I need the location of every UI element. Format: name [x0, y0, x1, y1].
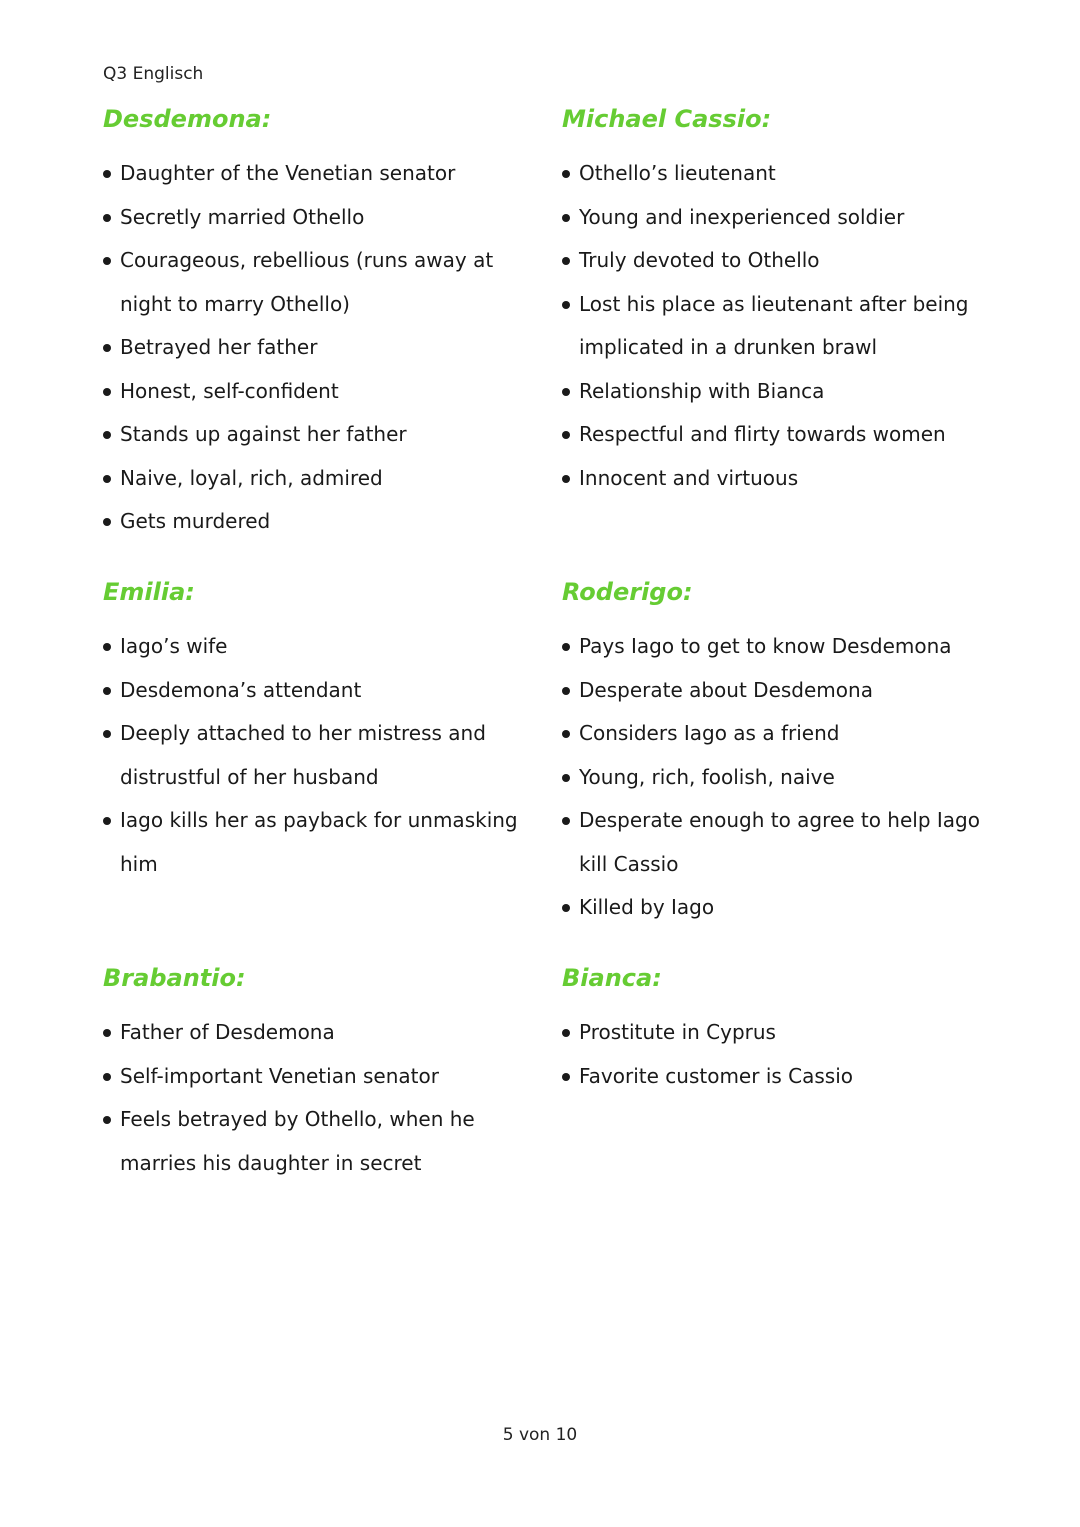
bullet-icon — [103, 1073, 111, 1081]
bullet-icon — [562, 904, 570, 912]
trait-text: Othello’s lieutenant — [579, 161, 776, 185]
trait-text: Desperate enough to agree to help Iago kill Cassio — [579, 808, 980, 876]
trait-item — [562, 152, 982, 196]
bullet-icon — [562, 431, 570, 439]
bullet-icon — [562, 774, 570, 782]
trait-text: Betrayed her father — [120, 335, 318, 359]
bullet-icon — [562, 301, 570, 309]
trait-item — [562, 239, 982, 283]
character-section-desdemona — [103, 104, 543, 544]
trait-item — [103, 1055, 523, 1099]
page-header-subject: Q3 Englisch — [103, 64, 204, 84]
trait-text: Stands up against her father — [120, 422, 407, 446]
traits-list — [103, 625, 523, 886]
bullet-icon — [562, 730, 570, 738]
trait-text: Killed by Iago — [579, 895, 715, 919]
trait-text: Truly devoted to Othello — [579, 248, 820, 272]
bullet-icon — [103, 475, 111, 483]
bullet-icon — [562, 388, 570, 396]
bullet-icon — [103, 257, 111, 265]
trait-item — [562, 756, 982, 800]
bullet-icon — [103, 817, 111, 825]
trait-text: Respectful and flirty towards women — [579, 422, 946, 446]
trait-item — [562, 886, 982, 930]
bullet-icon — [562, 643, 570, 651]
page-number: 5 von 10 — [502, 1425, 578, 1445]
traits-list — [562, 152, 982, 500]
trait-item — [103, 457, 523, 501]
trait-item — [103, 326, 523, 370]
trait-item — [103, 625, 523, 669]
traits-list — [562, 625, 982, 930]
trait-item — [103, 669, 523, 713]
trait-item — [562, 457, 982, 501]
character-section-emilia — [103, 577, 543, 886]
character-section-brabantio — [103, 963, 543, 1185]
trait-text: Gets murdered — [120, 509, 271, 533]
trait-text: Pays Iago to get to know Desdemona — [579, 634, 952, 658]
trait-item — [562, 413, 982, 457]
trait-text: Desperate about Desdemona — [579, 677, 873, 702]
trait-item — [562, 712, 982, 756]
trait-text: Secretly married Othello — [120, 204, 365, 229]
bullet-icon — [103, 643, 111, 651]
trait-item — [103, 152, 523, 196]
trait-item — [103, 196, 523, 240]
trait-text: Honest, self-confident — [120, 378, 339, 403]
bullet-icon — [562, 257, 570, 265]
trait-item — [562, 669, 982, 713]
bullet-icon — [103, 687, 111, 695]
trait-text: Daughter of the Venetian senator — [120, 161, 456, 185]
character-name-heading: Bianca: — [562, 964, 662, 992]
bullet-icon — [562, 170, 570, 178]
trait-item — [562, 370, 982, 414]
trait-text: Innocent and virtuous — [579, 465, 799, 490]
character-name-heading: Desdemona: — [103, 105, 272, 133]
trait-item — [562, 1011, 982, 1055]
trait-item — [562, 799, 982, 886]
trait-text: Desdemona’s attendant — [120, 677, 362, 702]
trait-item — [562, 196, 982, 240]
trait-text: Prostitute in Cyprus — [579, 1020, 776, 1044]
trait-text: Iago’s wife — [120, 634, 228, 658]
character-section-roderigo — [562, 577, 1002, 930]
trait-text: Father of Desdemona — [120, 1020, 335, 1044]
bullet-icon — [103, 730, 111, 738]
character-name-heading: Brabantio: — [103, 964, 246, 992]
character-name-heading: Emilia: — [103, 578, 195, 606]
trait-text: Considers Iago as a friend — [579, 721, 840, 745]
trait-text: Naive, loyal, rich, admired — [120, 465, 383, 490]
bullet-icon — [103, 1029, 111, 1037]
trait-item — [562, 625, 982, 669]
trait-item — [103, 1011, 523, 1055]
trait-text: Feels betrayed by Othello, when he marries his daughter in secret — [120, 1107, 475, 1175]
bullet-icon — [562, 817, 570, 825]
trait-text: Deeply attached to her mistress and distrustful of her husband — [120, 721, 486, 789]
bullet-icon — [103, 214, 111, 222]
character-section-bianca — [562, 963, 1002, 1098]
trait-text: Young and inexperienced soldier — [579, 204, 905, 229]
bullet-icon — [562, 1073, 570, 1081]
character-name-heading: Roderigo: — [562, 578, 693, 606]
bullet-icon — [103, 170, 111, 178]
trait-item — [103, 413, 523, 457]
trait-item — [103, 712, 505, 799]
bullet-icon — [103, 431, 111, 439]
bullet-icon — [103, 518, 111, 526]
bullet-icon — [103, 388, 111, 396]
trait-item — [562, 1055, 982, 1099]
traits-list — [103, 152, 523, 544]
trait-item — [562, 283, 982, 370]
bullet-icon — [562, 687, 570, 695]
trait-item — [103, 1098, 500, 1185]
bullet-icon — [562, 475, 570, 483]
bullet-icon — [562, 1029, 570, 1037]
bullet-icon — [103, 344, 111, 352]
trait-item — [103, 500, 523, 544]
trait-text: Self-important Venetian senator — [120, 1063, 439, 1088]
character-name-heading: Michael Cassio: — [562, 105, 772, 133]
traits-list — [562, 1011, 982, 1098]
character-section-cassio — [562, 104, 1002, 500]
trait-text: Relationship with Bianca — [579, 378, 825, 403]
trait-text: Lost his place as lieutenant after being implicated in a drunken brawl — [579, 291, 969, 359]
trait-item — [103, 370, 523, 414]
trait-text: Iago kills her as payback for unmasking him — [120, 808, 518, 876]
trait-text: Young, rich, foolish, naive — [579, 764, 835, 789]
trait-item — [103, 799, 523, 886]
trait-text: Favorite customer is Cassio — [579, 1063, 854, 1088]
bullet-icon — [562, 214, 570, 222]
bullet-icon — [103, 1116, 111, 1124]
trait-text: Courageous, rebellious (runs away at night to marry Othello) — [120, 248, 494, 316]
traits-list — [103, 1011, 523, 1185]
trait-item — [103, 239, 510, 326]
